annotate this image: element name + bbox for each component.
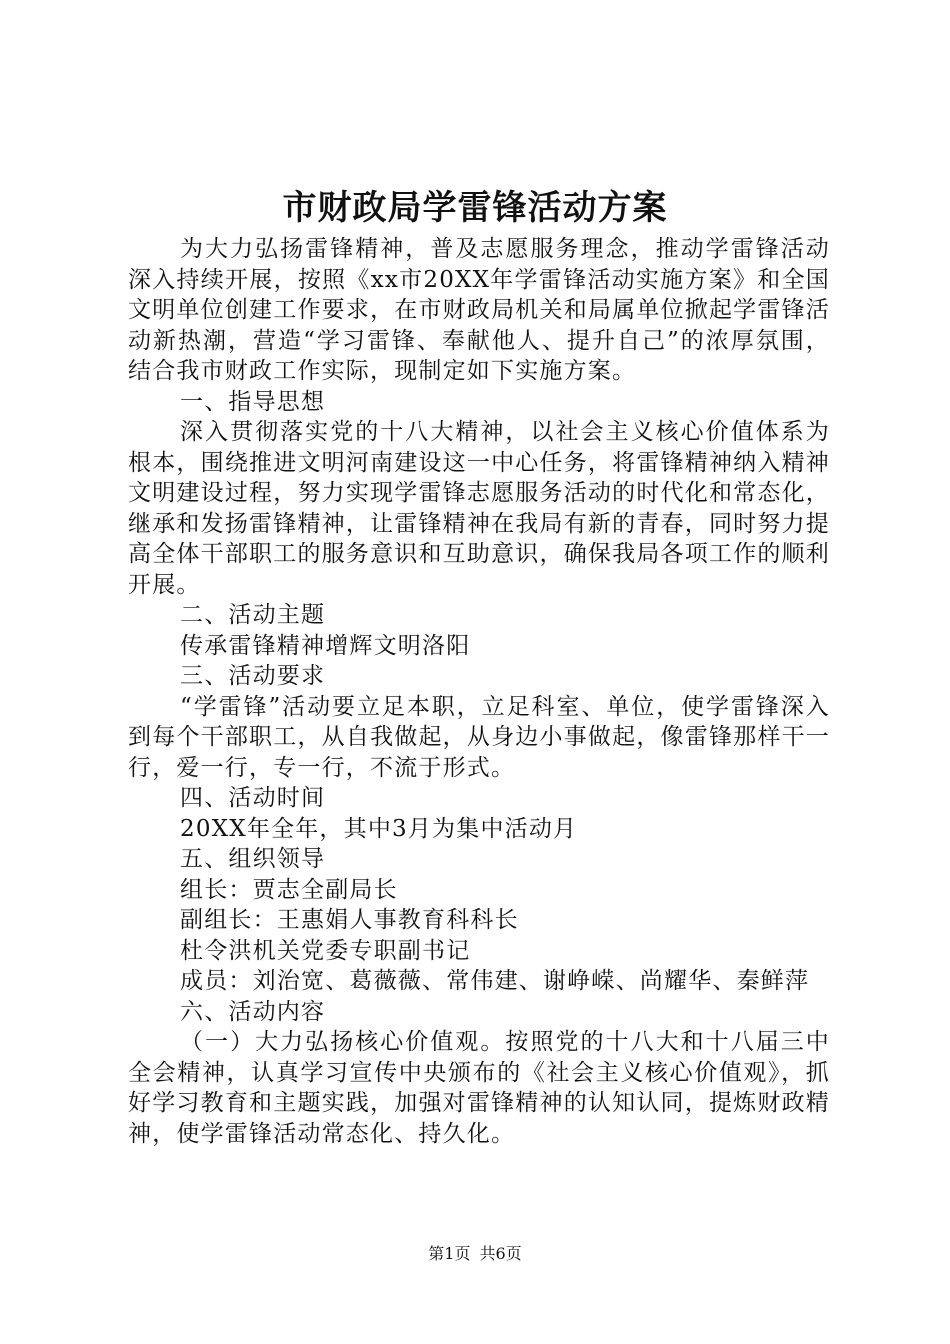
- deputy-leader-line-2: 杜令洪机关党委专职副书记: [180, 937, 471, 964]
- intro-paragraph: 为大力弘扬雷锋精神，普及志愿服务理念，推动学雷锋活动深入持续开展，按照《xx市20XX年学雷锋活动实施方案》和全国文明单位创建工作要求，在市财政局机关和局属单位掀起学雷锋活动新热潮，营造“学习雷锋、奉献他人、提升自己”的浓厚氛围，结合我市财政工作实际，现制定如下实施方案。: [128, 236, 830, 384]
- guiding-ideology-paragraph: 深入贯彻落实党的十八大精神，以社会主义核心价值体系为根本，围绕推进文明河南建设这一中心任务，将雷锋精神纳入精神文明建设过程，努力实现学雷锋志愿服务活动的时代化和常态化，继承和发扬雷锋精神，让雷锋精神在我局有新的青春，同时努力提高全体干部职工的服务意识和互助意识，确保我局各项工作的顺利开展。: [128, 419, 830, 598]
- section-heading-activity-requirements: 三、活动要求: [180, 663, 326, 689]
- section-heading-organization: 五、组织领导: [180, 846, 326, 872]
- deputy-leader-line: 副组长：王惠娟人事教育科科长: [180, 907, 519, 933]
- document-body: [128, 234, 830, 1149]
- group-leader-line: 组长：贾志全副局长: [180, 876, 398, 903]
- page-title: 市财政局学雷锋活动方案: [282, 188, 668, 228]
- activity-content-paragraph-1: （一）大力弘扬核心价值观。按照党的十八大和十八届三中全会精神，认真学习宣传中央颁布的《社会主义核心价值观》，抓好学习教育和主题实践，加强对雷锋精神的认知认同，提炼财政精神，使学雷锋活动常态化、持久化。: [128, 1029, 830, 1147]
- page-total: 共6页: [479, 1244, 522, 1263]
- activity-time-text: 20XX年全年，其中3月为集中活动月: [180, 815, 578, 842]
- activity-theme-text: 传承雷锋精神增辉文明洛阳: [180, 632, 471, 659]
- section-heading-activity-theme: 二、活动主题: [180, 602, 326, 628]
- page-footer: [0, 1243, 950, 1265]
- section-heading-activity-time: 四、活动时间: [180, 785, 326, 811]
- page-number: 第1页: [428, 1244, 471, 1263]
- members-line: 成员：刘治宽、葛薇薇、常伟建、谢峥嵘、尚耀华、秦鲜萍: [180, 968, 810, 994]
- activity-requirements-paragraph: “学雷锋”活动要立足本职，立足科室、单位，使学雷锋深入到每个干部职工，从自我做起，从身边小事做起，像雷锋那样干一行，爱一行，专一行，不流于形式。: [128, 693, 830, 781]
- section-heading-guiding-ideology: 一、指导思想: [180, 388, 326, 415]
- section-heading-activity-content: 六、活动内容: [180, 998, 326, 1025]
